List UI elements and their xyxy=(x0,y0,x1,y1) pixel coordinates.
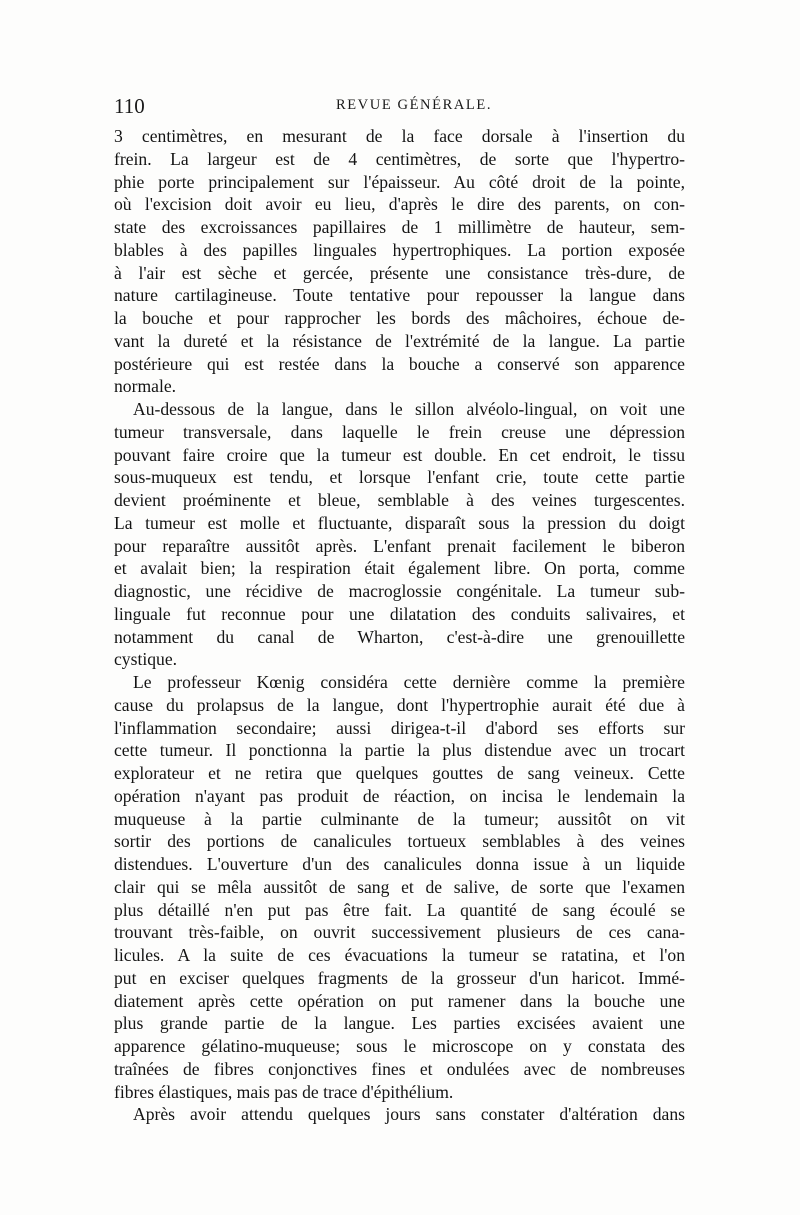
text-line: traînées de fibres conjonctives fines et ondulées avec de nombreuses xyxy=(114,1058,685,1079)
text-line: distendues. L'ouverture d'un des canalicules donna issue à un liquide xyxy=(114,854,685,874)
text-line: pouvant faire croire que la tumeur est double. En cet endroit, le tissu xyxy=(114,444,685,465)
text-line: licules. A la suite de ces évacuations la tumeur se ratatina, et l'on xyxy=(114,945,685,965)
text-line: muqueuse à la partie culminante de la tumeur; aussitôt on vit xyxy=(114,808,685,829)
text-line: sortir des portions de canalicules tortueux semblables à des veines xyxy=(114,831,685,852)
text-line: à l'air est sèche et gercée, présente une consistance très-dure, de xyxy=(114,262,685,283)
text-line: 3 centimètres, en mesurant de la face dorsale à l'insertion du xyxy=(114,126,685,146)
text-line: devient proéminente et bleue, semblable à des veines turgescentes. xyxy=(114,490,685,510)
text-line: clair qui se mêla aussitôt de sang et de salive, de sorte que l'examen xyxy=(114,876,685,897)
paragraph xyxy=(114,125,685,398)
text-line: phie porte principalement sur l'épaisseur. Au côté droit de la pointe, xyxy=(114,171,685,192)
text-line: postérieure qui est restée dans la bouche a conservé son apparence xyxy=(114,353,685,374)
text-line: pour reparaître aussitôt après. L'enfant prenait facilement le biberon xyxy=(114,535,685,556)
text-line: opération n'ayant pas produit de réaction, on incisa le lendemain la xyxy=(114,785,685,806)
text-line: cause du prolapsus de la langue, dont l'hypertrophie aurait été due à xyxy=(114,694,685,715)
text-line: fibres élastiques, mais pas de trace d'épithélium. xyxy=(114,1081,454,1102)
text-line: normale. xyxy=(114,376,177,397)
running-title: REVUE GÉNÉRALE. xyxy=(335,97,493,113)
text-line: nature cartilagineuse. Toute tentative pour repousser la langue dans xyxy=(114,285,685,306)
paragraph xyxy=(114,671,685,1103)
paragraph xyxy=(114,1103,685,1126)
text-line: Après avoir attendu quelques jours sans constater d'altération dans xyxy=(133,1104,685,1125)
text-line: Au-dessous de la langue, dans le sillon alvéolo-lingual, on voit une xyxy=(133,399,685,419)
text-line: frein. La largeur est de 4 centimètres, de sorte que l'hypertro- xyxy=(114,148,685,169)
text-line: put en exciser quelques fragments de la grosseur d'un haricot. Immé- xyxy=(114,967,685,988)
text-line: où l'excision doit avoir eu lieu, d'après le dire des parents, on con- xyxy=(114,194,685,215)
text-line: blables à des papilles linguales hypertrophiques. La portion exposée xyxy=(114,239,685,260)
text-line: notamment du canal de Wharton, c'est-à-dire une grenouillette xyxy=(114,626,685,647)
text-line: l'inflammation secondaire; aussi dirigea-t-il d'abord ses efforts sur xyxy=(114,717,685,738)
text-line: apparence gélatino-muqueuse; sous le microscope on y constata des xyxy=(114,1036,685,1056)
text-line: plus grande partie de la langue. Les parties excisées avaient une xyxy=(114,1013,685,1034)
text-line: diagnostic, une récidive de macroglossie congénitale. La tumeur sub- xyxy=(114,581,685,601)
text-line: state des excroissances papillaires de 1 millimètre de hauteur, sem- xyxy=(114,217,685,237)
text-line: vant la dureté et la résistance de l'extrémité de la langue. La partie xyxy=(114,330,685,351)
text-line: Le professeur Kœnig considéra cette dernière comme la première xyxy=(133,672,685,692)
text-line: explorateur et ne retira que quelques gouttes de sang veineux. Cette xyxy=(114,763,685,783)
text-line: plus détaillé n'en put pas être fait. La quantité de sang écoulé se xyxy=(114,899,685,920)
text-line: diatement après cette opération on put ramener dans la bouche une xyxy=(114,990,685,1011)
text-line: trouvant très-faible, on ouvrit successivement plusieurs de ces cana- xyxy=(114,922,685,943)
text-line: cette tumeur. Il ponctionna la partie la plus distendue avec un trocart xyxy=(114,740,685,761)
text-line: cystique. xyxy=(114,649,178,670)
text-line: sous-muqueux est tendu, et lorsque l'enfant crie, toute cette partie xyxy=(114,467,685,488)
body-text xyxy=(114,125,685,1126)
text-line: linguale fut reconnue pour une dilatation des conduits salivaires, et xyxy=(114,603,685,624)
text-line: la bouche et pour rapprocher les bords des mâchoires, échoue de- xyxy=(114,308,685,328)
text-line: tumeur transversale, dans laquelle le frein creuse une dépression xyxy=(114,421,685,442)
page-number: 110 xyxy=(114,94,145,118)
text-line: La tumeur est molle et fluctuante, disparaît sous la pression du doigt xyxy=(114,512,685,533)
paragraph xyxy=(114,398,685,671)
page-header xyxy=(114,94,684,122)
text-line: et avalait bien; la respiration était également libre. On porta, comme xyxy=(114,558,685,579)
